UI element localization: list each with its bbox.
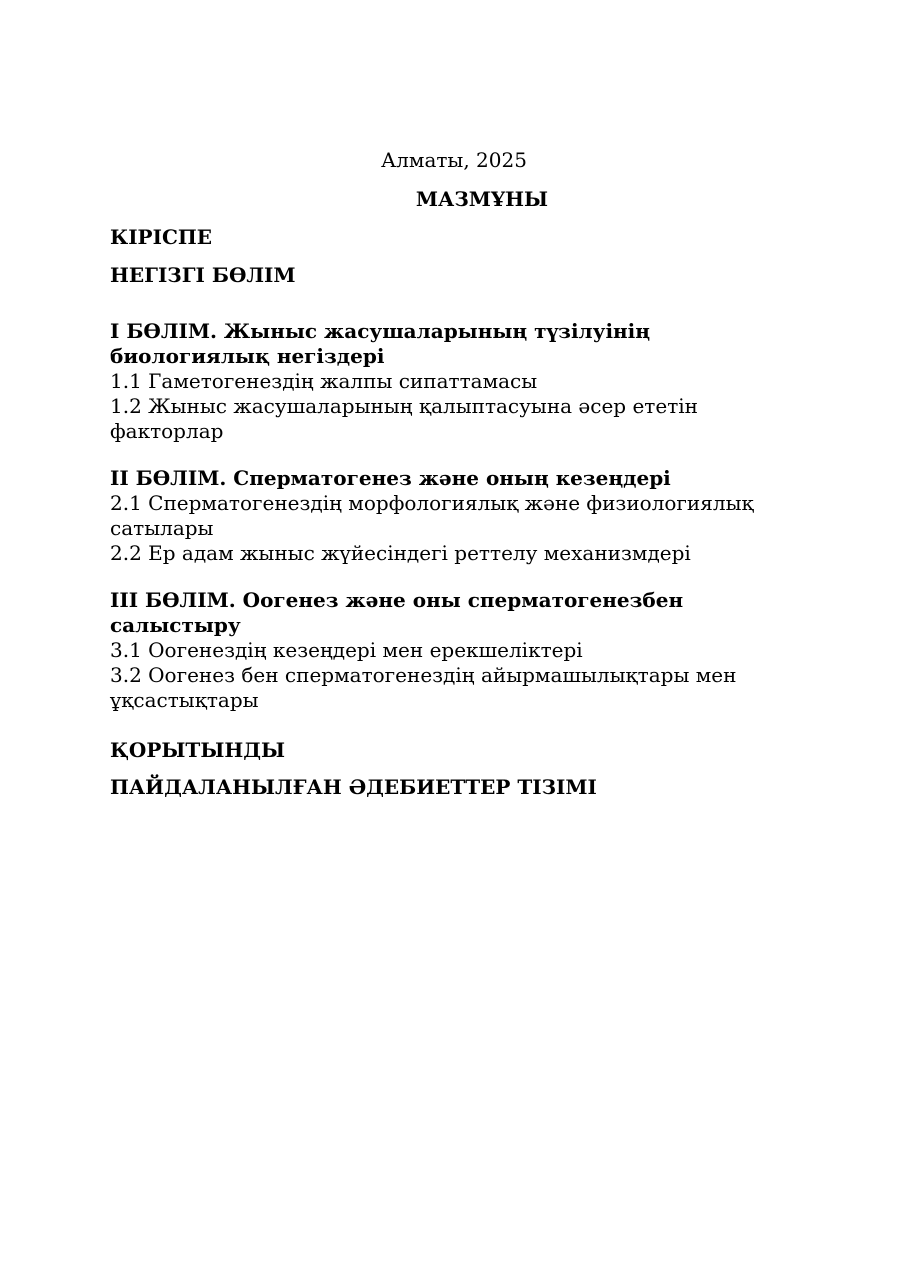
toc-item-main-part: НЕГІЗГІ БӨЛІМ: [110, 263, 296, 287]
city-year: Алматы, 2025: [381, 148, 527, 172]
toc-title: МАЗМҰНЫ: [415, 187, 549, 211]
toc-section-3: [110, 588, 810, 713]
section-item: 1.1 Гаметогенездің жалпы сипаттамасы: [110, 369, 538, 393]
section-item: 3.1 Оогенездің кезеңдері мен ерекшеліктері: [110, 638, 583, 662]
section-item: 2.1 Сперматогенездің морфологиялық және физиологиялық сатылары: [110, 491, 754, 540]
section-item: 3.2 Оогенез бен сперматогенездің айырмашылықтары мен ұқсастықтары: [110, 663, 737, 712]
document-page: [110, 146, 810, 801]
toc-item-references: ПАЙДАЛАНЫЛҒАН ӘДЕБИЕТТЕР ТІЗІМІ: [110, 775, 597, 799]
toc-section-1: [110, 319, 810, 444]
section-title: ІІІ БӨЛІМ. Оогенез және оны сперматогенезбен салыстыру: [110, 588, 684, 637]
section-title: І БӨЛІМ. Жыныс жасушаларының түзілуінің биологиялық негіздері: [110, 319, 651, 368]
section-title: ІІ БӨЛІМ. Сперматогенез және оның кезеңдері: [110, 466, 671, 490]
toc-item-conclusion: ҚОРЫТЫНДЫ: [110, 738, 286, 762]
section-item: 1.2 Жыныс жасушаларының қалыптасуына әсер ететін факторлар: [110, 394, 698, 443]
section-item: 2.2 Ер адам жыныс жүйесіндегі реттелу механизмдері: [110, 541, 691, 565]
toc-section-2: [110, 466, 810, 566]
toc-item-intro: КІРІСПЕ: [110, 225, 212, 249]
